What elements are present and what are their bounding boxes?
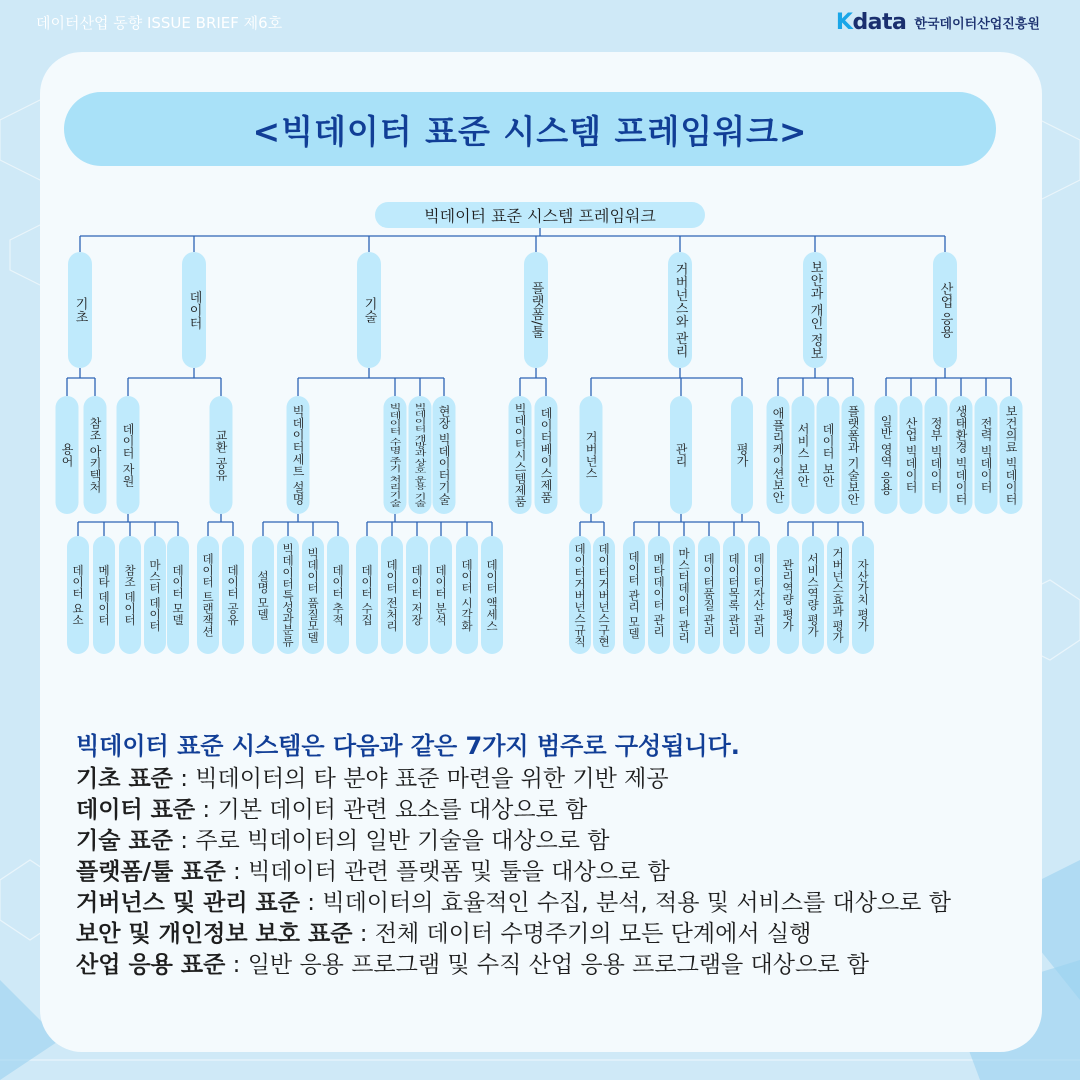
node-label: 일반 영역 응용	[879, 415, 893, 495]
node-label: 평가	[735, 443, 749, 467]
node-label: 빅데이터 품질모델	[306, 547, 320, 643]
node-label: 데이터거버넌스구현	[597, 543, 611, 647]
node-label: 거버넌스효과 평가	[831, 547, 845, 643]
node-label: 서비스 보안	[796, 423, 810, 487]
kdata-logo-mark: Kdata	[835, 10, 907, 35]
node-label: 데이터 보안	[821, 423, 835, 487]
node-label: 거버넌스와 관리	[672, 262, 688, 358]
node-label: 메타데이터 관리	[652, 552, 666, 638]
node-label: 생태환경 빅데이터	[954, 405, 968, 505]
node-label: 설명 모델	[256, 570, 270, 620]
page-title: <빅데이터 표준 시스템 프레임워크>	[64, 92, 996, 166]
node-label: 기초	[72, 297, 88, 323]
node-label: 데이터 요소	[71, 564, 85, 626]
node-label: 산업 응용	[937, 281, 953, 339]
node-label: 데이터 모델	[171, 564, 185, 626]
node-label: 참조 데이터	[123, 564, 137, 626]
node-label: 데이터거버넌스규칙	[573, 543, 587, 647]
node-label: 빅데이터세트 설명	[291, 405, 305, 505]
org-name: 한국데이터산업진흥원	[914, 17, 1040, 32]
node-label: 빅데이터시스템제품	[513, 403, 527, 511]
node-label: 데이터품질 관리	[702, 552, 716, 638]
node-label: 데이터 추적	[331, 564, 345, 626]
node-label: 용어	[60, 443, 74, 467]
node-label: 빅데이터 개방과 상호 운용 기술	[413, 403, 427, 575]
description-item: 거버넌스 및 관리 표준 : 빅데이터의 효율적인 수집, 분석, 적용 및 서비스를 대상으로 함	[76, 890, 951, 916]
node-label: 애플리케이션보안	[771, 407, 785, 503]
node-label: 플랫폼과 기술보안	[846, 405, 860, 505]
description-item: 플랫폼/툴 표준 : 빅데이터 관련 플랫폼 및 툴을 대상으로 함	[76, 859, 670, 885]
node-label: 거버넌스	[584, 431, 598, 479]
node-label: 서비스역량 평가	[806, 552, 820, 638]
node-label: 데이터 분석	[434, 564, 448, 626]
node-label: 교환 공유	[214, 429, 228, 481]
issue-brief-title: 데이터산업 동향 ISSUE BRIEF 제6호	[36, 14, 283, 32]
node-label: 마스터 데이터	[148, 558, 162, 632]
node-label: 정부 빅데이터	[929, 417, 943, 493]
node-label: 데이터 자원	[121, 423, 135, 487]
description-heading: 빅데이터 표준 시스템은 다음과 같은 7가지 범주로 구성됩니다.	[76, 732, 740, 760]
node-label: 관리	[674, 443, 688, 467]
description-item: 산업 응용 표준 : 일반 응용 프로그램 및 수직 산업 응용 프로그램을 대상으로 함	[76, 952, 869, 978]
node-label: 기술	[361, 297, 377, 323]
node-label: 마스터데이터 관리	[677, 547, 691, 643]
node-label: 현장 빅데이터기술	[437, 405, 451, 505]
description-list	[76, 764, 951, 981]
description-item: 보안 및 개인정보 보호 표준 : 전체 데이터 수명주기의 모든 단계에서 실행	[76, 921, 812, 947]
node-label: 빅데이터특성과분류	[281, 543, 295, 647]
node-label: 관리역량 평가	[781, 558, 795, 632]
node-label: 데이터 공유	[226, 564, 240, 626]
node-label: 플랫폼/툴	[528, 281, 544, 339]
description-item: 기술 표준 : 주로 빅데이터의 일반 기술을 대상으로 함	[76, 828, 610, 854]
node-label: 데이터 시각화	[460, 558, 474, 632]
node-label: 데이터 관리 모델	[627, 551, 641, 639]
node-label: 보안과 개인 정보	[807, 260, 823, 360]
node-label: 빅데이터 수명 주기 처리기술	[388, 403, 402, 559]
node-label: 보건의료 빅데이터	[1004, 405, 1018, 505]
node-label: 데이터 전처리	[385, 558, 399, 632]
node-label: 데이터자산 관리	[752, 552, 766, 638]
node-label: 데이터	[186, 290, 202, 330]
node-label: 산업 빅데이터	[904, 417, 918, 493]
description-item: 데이터 표준 : 기본 데이터 관련 요소를 대상으로 함	[76, 797, 588, 823]
node-label: 참조 아키텍처	[88, 417, 102, 493]
node-label: 데이터 저장	[410, 564, 424, 626]
node-label: 데이터 트랜잭션	[201, 552, 215, 638]
node-label: 데이터 수집	[360, 564, 374, 626]
description-item: 기초 표준 : 빅데이터의 타 분야 표준 마련을 위한 기반 제공	[76, 766, 669, 792]
node-label: 데이터목록 관리	[727, 552, 741, 638]
node-label: 데이터베이스제품	[539, 407, 553, 503]
node-label: 메타 데이터	[97, 564, 111, 626]
node-label: 데이터 액세스	[485, 558, 499, 632]
node-label: 전력 빅데이터	[979, 417, 993, 493]
root-node-label: 빅데이터 표준 시스템 프레임워크	[424, 206, 656, 226]
node-label: 자산가치 평가	[856, 558, 870, 632]
